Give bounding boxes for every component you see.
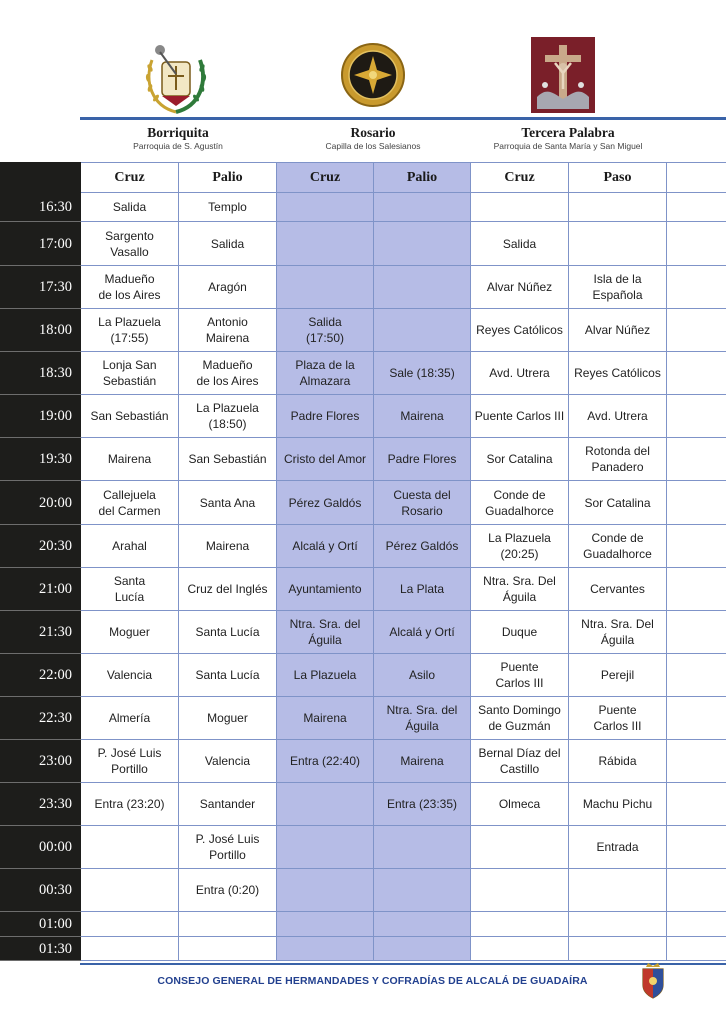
table-cell — [569, 481, 667, 525]
table-cell — [374, 266, 471, 309]
table-cell — [374, 740, 471, 783]
cell-text: La Plazuela (18:50) — [196, 401, 259, 431]
table-cell — [81, 869, 179, 912]
cell-text: Mairena — [400, 409, 444, 423]
brotherhood-name: Rosario — [350, 125, 396, 140]
table-cell — [81, 740, 179, 783]
table-row — [1, 568, 726, 611]
table-cell — [277, 481, 374, 525]
table-cell — [179, 352, 277, 395]
table-cell — [179, 193, 277, 222]
table-cell — [471, 568, 569, 611]
table-cell — [471, 395, 569, 438]
table-cell — [374, 309, 471, 352]
table-cell — [179, 826, 277, 869]
cell-text: Salida — [210, 236, 245, 251]
table-cell — [667, 309, 726, 352]
table-row — [1, 783, 726, 826]
cell-text: Sor Catalina — [584, 495, 651, 510]
cell-text: Reyes Católicos — [574, 366, 661, 380]
cell-text: Avd. Utrera — [587, 409, 648, 423]
table-cell — [569, 266, 667, 309]
table-cell — [667, 395, 726, 438]
table-row — [1, 697, 726, 740]
table-cell — [569, 654, 667, 697]
cell-text: Ntra. Sra. del Águila — [386, 703, 458, 733]
table-cell — [81, 783, 179, 826]
table-cell — [81, 654, 179, 697]
table-row — [1, 912, 726, 937]
cell-text: Lonja San Sebastián — [102, 358, 157, 388]
cell-text: Ntra. Sra. Del Águila — [581, 617, 654, 647]
table-cell — [179, 568, 277, 611]
table-cell — [667, 352, 726, 395]
time-slot: 01:00 — [1, 912, 81, 937]
cell-text: Cruz del Inglés — [187, 582, 268, 596]
cell-text: Santa Lucía — [113, 574, 146, 604]
time-slot: 23:30 — [1, 783, 81, 826]
table-row — [1, 193, 726, 222]
cell-text: Sor Catalina — [486, 452, 553, 466]
table-cell — [179, 654, 277, 697]
cell-text: Salida — [502, 236, 537, 251]
table-cell — [81, 193, 179, 222]
table-cell — [374, 611, 471, 654]
time-slot: 21:30 — [1, 611, 81, 654]
table-row — [1, 937, 726, 961]
table-cell — [667, 193, 726, 222]
table-cell — [667, 525, 726, 568]
header-divider — [80, 117, 726, 120]
table-row — [1, 438, 726, 481]
brotherhood-name: Borriquita — [147, 125, 209, 140]
table-cell — [667, 826, 726, 869]
time-slot: 18:30 — [1, 352, 81, 395]
table-cell — [667, 869, 726, 912]
column-header — [667, 163, 726, 193]
cell-text: Olmeca — [498, 797, 541, 811]
table-cell — [277, 826, 374, 869]
tercera-palabra-crucifix-icon — [531, 37, 595, 113]
table-cell — [81, 266, 179, 309]
cell-text: Alcalá y Ortí — [389, 625, 455, 639]
cell-text: La Plazuela — [293, 668, 357, 682]
cell-text: La Plazuela (20:25) — [488, 531, 551, 561]
table-cell — [374, 222, 471, 266]
cell-text: Sargento Vasallo — [105, 228, 154, 259]
cell-text: Isla de la Española — [592, 272, 643, 302]
cell-text: Ntra. Sra. del Águila — [289, 617, 361, 647]
table-cell — [374, 937, 471, 961]
footer-divider — [80, 963, 726, 965]
cell-text: P. José Luis Portillo — [195, 832, 260, 862]
table-cell — [471, 783, 569, 826]
table-cell — [471, 222, 569, 266]
column-header: Cruz — [277, 163, 374, 193]
table-cell — [179, 438, 277, 481]
column-header-row — [1, 163, 726, 193]
cell-text: Puente Carlos III — [593, 703, 642, 733]
table-cell — [667, 568, 726, 611]
table-row — [1, 481, 726, 525]
table-cell — [374, 352, 471, 395]
cell-text: Santa Ana — [199, 495, 256, 510]
table-cell — [471, 193, 569, 222]
table-cell — [569, 525, 667, 568]
table-cell — [471, 740, 569, 783]
table-cell — [374, 697, 471, 740]
cell-text: Mairena — [303, 711, 347, 725]
table-cell — [374, 783, 471, 826]
table-cell — [81, 481, 179, 525]
cell-text: Valencia — [106, 668, 153, 682]
table-cell — [179, 395, 277, 438]
table-cell — [569, 783, 667, 826]
time-slot: 17:00 — [1, 222, 81, 266]
table-cell — [179, 611, 277, 654]
cell-text: Salida (17:50) — [305, 315, 345, 345]
table-cell — [179, 869, 277, 912]
time-slot: 22:00 — [1, 654, 81, 697]
table-cell — [374, 826, 471, 869]
table-cell — [374, 912, 471, 937]
table-cell — [569, 912, 667, 937]
table-cell — [471, 826, 569, 869]
table-cell — [179, 266, 277, 309]
table-cell — [471, 869, 569, 912]
table-cell — [179, 697, 277, 740]
table-cell — [277, 740, 374, 783]
cell-text: Machu Pichu — [582, 797, 653, 811]
cell-text: Antonio Mairena — [205, 315, 250, 345]
table-row — [1, 826, 726, 869]
table-cell — [569, 395, 667, 438]
time-slot: 19:30 — [1, 438, 81, 481]
table-cell — [374, 438, 471, 481]
cell-text: Moguer — [109, 625, 150, 639]
table-cell — [179, 222, 277, 266]
table-cell — [569, 740, 667, 783]
cell-text: Ayuntamiento — [288, 582, 362, 596]
table-cell — [471, 352, 569, 395]
table-cell — [374, 869, 471, 912]
table-row — [1, 869, 726, 912]
cell-text: Avd. Utrera — [489, 366, 550, 380]
brotherhood-header-rosario — [276, 124, 470, 160]
time-slot: 00:00 — [1, 826, 81, 869]
table-cell — [569, 438, 667, 481]
cell-text: Cervantes — [590, 582, 645, 596]
table-cell — [569, 937, 667, 961]
table-cell — [81, 937, 179, 961]
borriquita-crest-icon — [138, 40, 214, 116]
table-row — [1, 395, 726, 438]
cell-text: Aragón — [208, 280, 247, 294]
table-cell — [569, 611, 667, 654]
time-slot: 18:00 — [1, 309, 81, 352]
time-slot: 17:30 — [1, 266, 81, 309]
table-cell — [277, 783, 374, 826]
cell-text: Mairena — [400, 754, 444, 768]
table-cell — [277, 611, 374, 654]
cell-text: Entrada — [596, 840, 639, 854]
table-cell — [667, 912, 726, 937]
brotherhood-parish: Parroquia de S. Agustín — [133, 141, 223, 151]
table-cell — [179, 783, 277, 826]
time-slot: 00:30 — [1, 869, 81, 912]
cell-text: San Sebastián — [90, 409, 169, 423]
table-cell — [667, 266, 726, 309]
column-header: Paso — [569, 163, 667, 193]
table-cell — [569, 869, 667, 912]
cell-text: Rábida — [598, 754, 637, 768]
cell-text: Pérez Galdós — [288, 495, 362, 510]
table-cell — [81, 438, 179, 481]
table-row — [1, 222, 726, 266]
table-row — [1, 266, 726, 309]
cell-text: Cuesta del Rosario — [393, 487, 451, 518]
table-cell — [569, 826, 667, 869]
table-cell — [277, 309, 374, 352]
table-row — [1, 740, 726, 783]
brotherhood-header-tercera-palabra — [470, 124, 666, 160]
cell-text: La Plata — [399, 582, 445, 596]
table-cell — [667, 654, 726, 697]
table-cell — [667, 611, 726, 654]
table-cell — [179, 481, 277, 525]
table-cell — [179, 937, 277, 961]
table-cell — [81, 222, 179, 266]
brotherhood-parish: Parroquia de Santa María y San Miguel — [493, 141, 643, 151]
cell-text: Alcalá y Ortí — [292, 539, 358, 553]
cell-text: Sale (18:35) — [389, 366, 455, 380]
time-slot: 01:30 — [1, 937, 81, 961]
cell-text: Padre Flores — [387, 452, 457, 466]
time-slot: 16:30 — [1, 193, 81, 222]
cell-text: Almería — [108, 711, 151, 725]
cell-text: Cristo del Amor — [283, 452, 367, 466]
cell-text: Valencia — [204, 754, 251, 768]
table-cell — [569, 193, 667, 222]
table-cell — [277, 937, 374, 961]
table-cell — [277, 654, 374, 697]
table-cell — [277, 395, 374, 438]
table-cell — [81, 395, 179, 438]
table-cell — [277, 568, 374, 611]
column-header: Palio — [374, 163, 471, 193]
cell-text: Callejuela del Carmen — [98, 487, 161, 518]
table-row — [1, 654, 726, 697]
table-cell — [667, 697, 726, 740]
cell-text: Santander — [199, 797, 256, 811]
table-cell — [374, 654, 471, 697]
table-cell — [81, 697, 179, 740]
table-cell — [667, 481, 726, 525]
table-cell — [277, 912, 374, 937]
table-row — [1, 309, 726, 352]
table-cell — [471, 266, 569, 309]
cell-text: Padre Flores — [290, 409, 360, 423]
column-header: Palio — [179, 163, 277, 193]
table-cell — [81, 352, 179, 395]
cell-text: Entra (23:20) — [94, 797, 165, 811]
schedule-table — [0, 162, 726, 961]
cell-text: Perejil — [600, 668, 635, 682]
table-cell — [374, 193, 471, 222]
table-cell — [471, 912, 569, 937]
table-cell — [667, 937, 726, 961]
cell-text: Mairena — [205, 539, 250, 553]
cell-text: Reyes Católicos — [476, 323, 563, 337]
table-cell — [179, 309, 277, 352]
consejo-crest-icon — [640, 961, 666, 999]
table-row — [1, 352, 726, 395]
table-cell — [569, 697, 667, 740]
cell-text: Pérez Galdós — [385, 539, 459, 553]
cell-text: Conde de Guadalhorce — [583, 531, 652, 561]
table-cell — [277, 352, 374, 395]
table-cell — [471, 937, 569, 961]
cell-text: Madueño de los Aires — [98, 272, 161, 302]
cell-text: Mairena — [107, 452, 152, 466]
time-slot: 20:00 — [1, 481, 81, 525]
table-cell — [277, 525, 374, 568]
cell-text: Asilo — [408, 668, 435, 682]
cell-text: Santa Lucía — [195, 625, 260, 639]
table-cell — [179, 525, 277, 568]
table-cell — [471, 525, 569, 568]
table-cell — [569, 222, 667, 266]
table-cell — [277, 266, 374, 309]
table-cell — [569, 309, 667, 352]
table-cell — [81, 309, 179, 352]
cell-text: Entra (23:35) — [386, 797, 458, 811]
table-cell — [374, 481, 471, 525]
cell-text: Ntra. Sra. Del Águila — [483, 574, 556, 604]
table-cell — [81, 525, 179, 568]
cell-text: Rotonda del Panadero — [585, 444, 650, 474]
table-cell — [277, 222, 374, 266]
table-cell — [471, 611, 569, 654]
table-cell — [471, 654, 569, 697]
table-cell — [277, 869, 374, 912]
cell-text: San Sebastián — [188, 452, 267, 466]
table-cell — [179, 912, 277, 937]
time-slot: 23:00 — [1, 740, 81, 783]
cell-text: Duque — [501, 625, 538, 639]
cell-text: Santa Lucía — [195, 668, 260, 682]
cell-text: Arahal — [112, 539, 147, 553]
table-cell — [667, 740, 726, 783]
table-cell — [374, 525, 471, 568]
cell-text: Entra (0:20) — [195, 883, 260, 897]
table-cell — [667, 438, 726, 481]
table-cell — [277, 193, 374, 222]
table-cell — [471, 481, 569, 525]
table-cell — [374, 568, 471, 611]
time-slot: 20:30 — [1, 525, 81, 568]
table-cell — [277, 697, 374, 740]
column-header: Cruz — [81, 163, 179, 193]
footer-text: CONSEJO GENERAL DE HERMANDADES Y COFRADÍAS DE ALCALÁ DE GUADAÍRA — [157, 975, 588, 987]
brotherhood-parish: Capilla de los Salesianos — [325, 141, 421, 151]
time-slot: 21:00 — [1, 568, 81, 611]
cell-text: Conde de Guadalhorce — [485, 487, 554, 518]
brotherhood-name: Tercera Palabra — [521, 125, 615, 140]
table-cell — [471, 309, 569, 352]
table-cell — [81, 611, 179, 654]
cell-text: Plaza de la Almazara — [295, 358, 355, 388]
table-cell — [374, 395, 471, 438]
cell-text: Puente Carlos III — [474, 409, 565, 423]
table-cell — [179, 740, 277, 783]
table-row — [1, 525, 726, 568]
table-cell — [569, 568, 667, 611]
cell-text: La Plazuela (17:55) — [98, 315, 161, 345]
table-cell — [667, 783, 726, 826]
cell-text: Alvar Núñez — [584, 323, 651, 337]
cell-text: P. José Luis Portillo — [97, 746, 162, 776]
cell-text: Templo — [208, 200, 247, 214]
cell-text: Salida — [112, 200, 147, 214]
rosario-medallion-icon — [340, 42, 406, 108]
cell-text: Santo Domingo de Guzmán — [478, 703, 561, 733]
table-cell — [81, 568, 179, 611]
table-cell — [81, 826, 179, 869]
table-cell — [569, 352, 667, 395]
table-cell — [81, 912, 179, 937]
table-cell — [471, 697, 569, 740]
cell-text: Puente Carlos III — [495, 660, 544, 690]
table-cell — [277, 438, 374, 481]
cell-text: Entra (22:40) — [289, 754, 361, 768]
time-header — [1, 163, 81, 193]
column-header: Cruz — [471, 163, 569, 193]
table-row — [1, 611, 726, 654]
cell-text: Bernal Díaz del Castillo — [478, 746, 561, 776]
table-cell — [471, 438, 569, 481]
table-cell — [667, 222, 726, 266]
cell-text: Alvar Núñez — [486, 280, 553, 294]
time-slot: 19:00 — [1, 395, 81, 438]
time-slot: 22:30 — [1, 697, 81, 740]
brotherhood-header-borriquita — [80, 124, 276, 160]
cell-text: Madueño de los Aires — [196, 358, 259, 388]
cell-text: Moguer — [207, 711, 248, 725]
